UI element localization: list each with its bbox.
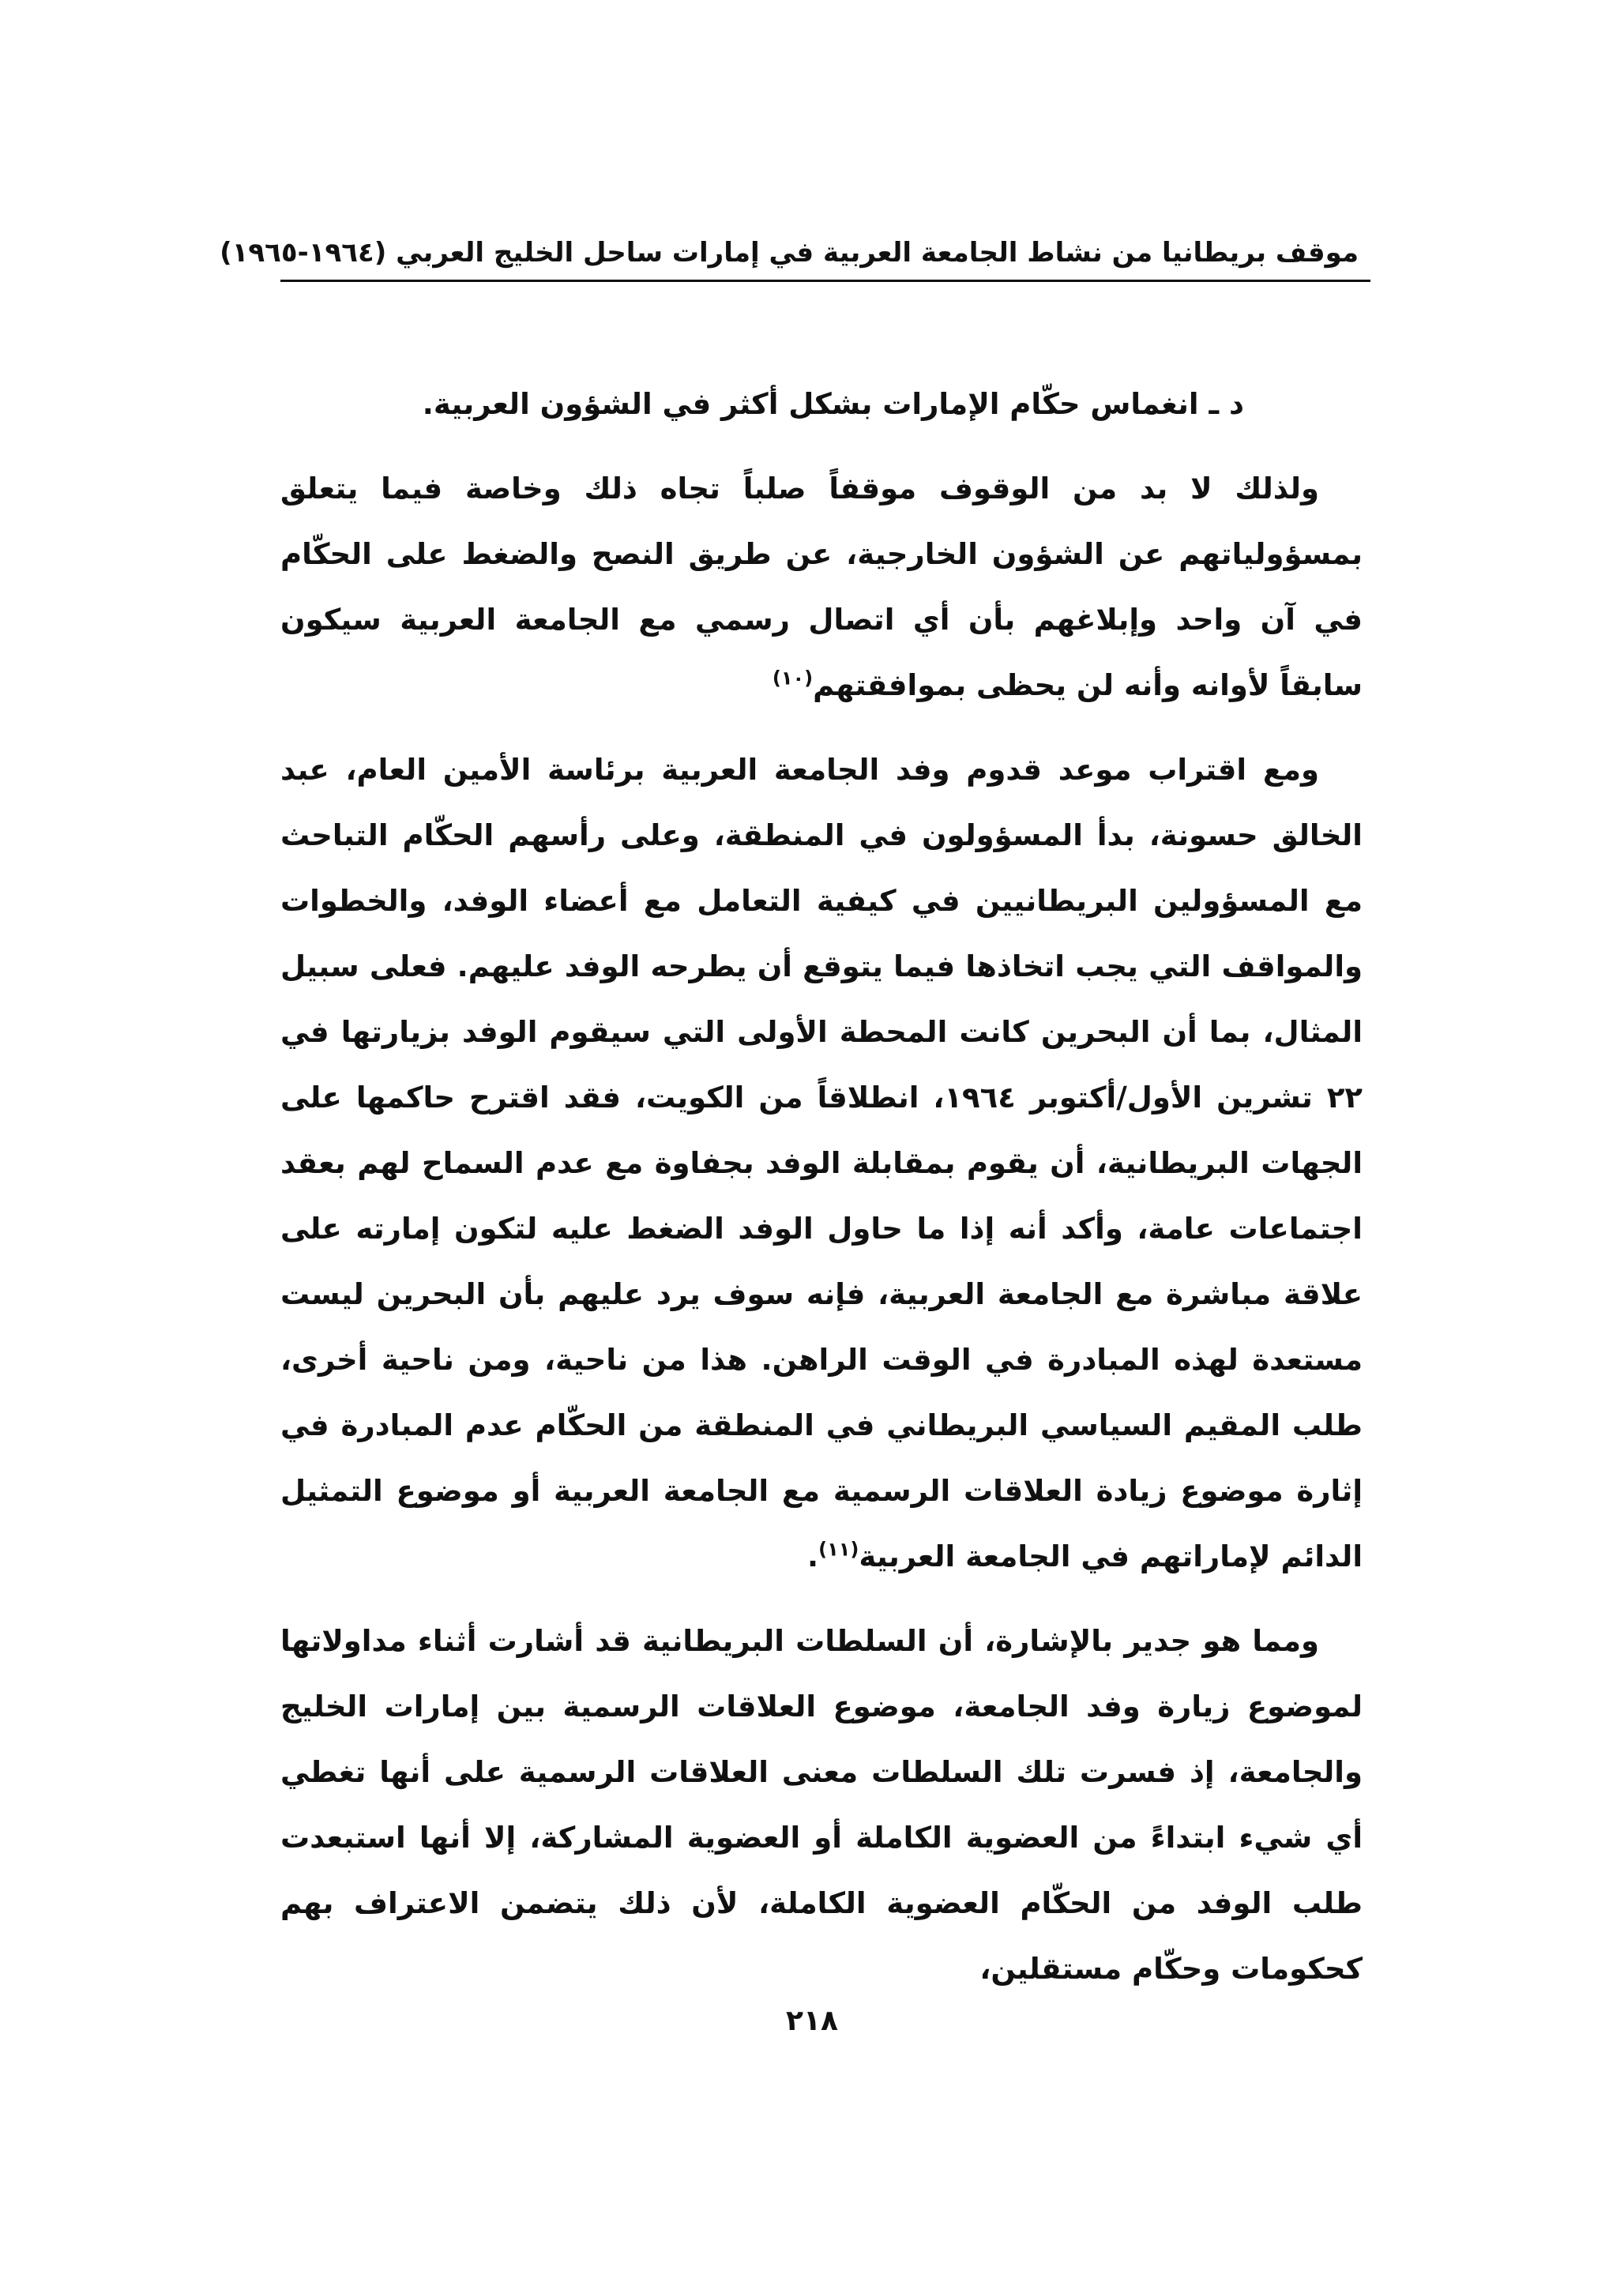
header-divider — [280, 280, 1370, 282]
paragraph-1-text: ولذلك لا بد من الوقوف موقفاً صلباً تجاه ذلك وخاصة فيما يتعلق بمسؤولياتهم عن الشؤون الخارجية، عن طريق النصح والضغط على الحكّام في آن واحد وإبلاغهم بأن أي اتصال رسمي مع الجامعة العربية سيكون سابقاً لأوانه وأنه لن يحظى بموافقتهم — [280, 472, 1363, 702]
footnote-ref-11: (١١) — [818, 1538, 859, 1561]
footnote-ref-10: (١٠) — [772, 667, 814, 690]
paragraph-2-text: ومع اقتراب موعد قدوم وفد الجامعة العربية برئاسة الأمين العام، عبد الخالق حسونة، بدأ المسؤولون في المنطقة، وعلى رأسهم الحكّام التباحث مع المسؤولين البريطانيين في كيفية التعامل مع أعضاء الوفد، والخطوات والمواقف التي يجب اتخاذها فيما يتوقع أن يطرحه الوفد عليهم. فعلى سبيل المثال، بما أن البحرين كانت المحطة الأولى التي سيقوم الوفد بزيارتها في ٢٢ تشرين الأول/أكتوبر ١٩٦٤، انطلاقاً من الكويت، فقد اقترح حاكمها على الجهات البريطانية، أن يقوم بمقابلة الوفد بجفاوة مع عدم السماح لهم بعقد اجتماعات عامة، وأكد أنه إذا ما حاول الوفد الضغط عليه لتكون إمارته على علاقة مباشرة مع الجامعة العربية، فإنه سوف يرد عليهم بأن البحرين ليست مستعدة لهذه المبادرة في الوقت الراهن. هذا من ناحية، ومن ناحية أخرى، طلب المقيم السياسي البريطاني في المنطقة من الحكّام عدم المبادرة في إثارة موضوع زيادة العلاقات الرسمية مع الجامعة العربية أو موضوع التمثيل الدائم لإماراتهم في الجامعة العربية — [280, 753, 1363, 1573]
paragraph-1 — [280, 456, 1363, 718]
paragraph-2 — [280, 737, 1363, 1589]
body-text — [280, 371, 1363, 2021]
list-item-d: د ـ انغماس حكّام الإمارات بشكل أكثر في الشؤون العربية. — [422, 387, 1244, 421]
paragraph-2-end: . — [807, 1539, 819, 1573]
page-number: ٢١٨ — [786, 2005, 838, 2037]
running-header: موقف بريطانيا من نشاط الجامعة العربية في إمارات ساحل الخليج العربي (١٩٦٤-١٩٦٥) — [220, 237, 1359, 269]
paragraph-3: ومما هو جدير بالإشارة، أن السلطات البريطانية قد أشارت أثناء مداولاتها لموضوع زيارة وفد الجامعة، موضوع العلاقات الرسمية بين إمارات الخليج والجامعة، إذ فسرت تلك السلطات معنى العلاقات الرسمية على أنها تغطي أي شيء ابتداءً من العضوية الكاملة أو العضوية المشاركة، إلا أنها استبعدت طلب الوفد من الحكّام العضوية الكاملة، لأن ذلك يتضمن الاعتراف بهم كحكومات وحكّام مستقلين، — [280, 1624, 1363, 1986]
